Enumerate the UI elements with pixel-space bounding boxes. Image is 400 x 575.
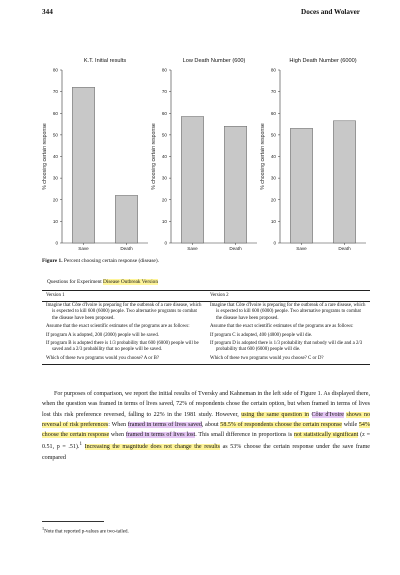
highlight: shows no reversal of risk preferences: [42, 411, 370, 428]
highlight: Increasing the magnitude does not change the results: [84, 444, 221, 451]
questions-table-title: [47, 279, 158, 285]
body-paragraph: For purposes of comparison, we report the initial results of Tversky and Kahneman in the left side of Figure 1. As displayed there, when the question was framed in terms of lives saved, 72% of respondents chose the certain option, but when framed in terms of lives lost this risk preference reversed, falling to 22% in the 1981 study. However, using the same question in Côte d'Ivoire shows no reversal of risk preferences: When framed in terms of lives saved, about 58.5% of respondents choose the certain response while 54% choose the certain response when framed in terms of lives lost. This small difference in proportions is not statistically significant (z = 0.51, p = .51).$^1$ Increasing the magnitude does not change the results as 53% choose the certain response under the save frame compared: [42, 391, 370, 461]
table-cell: Which of these two programs would you choose? C or D?: [206, 355, 370, 365]
x-tick-label: Save: [296, 246, 307, 251]
table-row: [42, 355, 370, 365]
table-cell: If program A is adopted, 200 (2000) people will be saved.: [46, 332, 160, 338]
y-tick-label: 50: [52, 132, 58, 138]
chart-title: K.T. Initial results: [83, 58, 127, 64]
y-tick-label: 10: [52, 218, 58, 224]
y-tick-label: 70: [270, 89, 276, 95]
table-cell: Which of these two programs would you choose? A or B?: [42, 355, 206, 365]
y-tick-label: 30: [161, 175, 167, 181]
table-cell: If program B is adopted there is 1/3 probability that 600 (6000) people will be saved and a 2/3 probability that no people will be saved.: [46, 341, 199, 353]
highlight: using the same question in: [241, 411, 310, 418]
col-header-version-2: Version 2: [206, 291, 370, 302]
y-tick-label: 70: [52, 89, 58, 95]
figure-caption-text: Percent choosing certain response (disease).: [63, 258, 159, 264]
y-tick-label: 80: [161, 67, 167, 73]
questions-title-highlight: Disease Outbreak Version: [103, 279, 158, 285]
highlight: Côte d'Ivoire: [311, 411, 344, 418]
col-header-version-1: Version 1: [42, 291, 206, 302]
y-tick-label: 20: [270, 197, 276, 203]
table-cell: Imagine that Côte d'Ivoire is preparing for the outbreak of a rare disease, which is expected to kill 600 (6000) people. Two alternative programs to combat the disease have been proposed.: [209, 303, 366, 321]
y-tick-label: 0: [273, 240, 276, 246]
x-tick-label: Death: [338, 246, 351, 251]
running-header-authors: Doces and Wolaver: [301, 8, 360, 16]
figure-1-charts: [0, 0, 400, 258]
chart-title: Low Death Number (600): [182, 58, 246, 64]
y-axis-label: % choosing certain response: [151, 123, 157, 190]
y-tick-label: 0: [55, 240, 58, 246]
y-tick-label: 30: [52, 175, 58, 181]
table-row: [42, 331, 370, 340]
y-tick-label: 40: [52, 154, 58, 160]
y-tick-label: 80: [52, 67, 58, 73]
chart-title: High Death Number (6000): [289, 58, 357, 64]
x-tick-label: Save: [187, 246, 198, 251]
y-tick-label: 80: [270, 67, 276, 73]
bar-death: [115, 195, 137, 243]
y-tick-label: 60: [161, 110, 167, 116]
bar-save: [181, 116, 203, 243]
x-tick-label: Death: [229, 246, 242, 251]
page-number: 344: [42, 8, 53, 16]
footnote-ref: 1: [79, 442, 82, 448]
table-cell: Assume that the exact scientific estimates of the programs are as follows:: [209, 324, 354, 330]
footnote-text: Note that reported p-values are two-tailed.: [44, 529, 129, 535]
bar-save: [290, 128, 312, 243]
bar-save: [72, 87, 94, 243]
y-tick-label: 0: [164, 240, 167, 246]
table-row: [42, 323, 370, 332]
footnote-rule: [42, 521, 104, 522]
y-tick-label: 40: [270, 154, 276, 160]
highlight: framed in terms of lives saved: [127, 421, 202, 428]
y-tick-label: 60: [270, 110, 276, 116]
questions-table: [42, 290, 370, 365]
figure-caption-label: Figure 1.: [42, 258, 63, 264]
bar-death: [333, 121, 355, 243]
y-tick-label: 10: [161, 218, 167, 224]
y-tick-label: 20: [161, 197, 167, 203]
y-tick-label: 50: [270, 132, 276, 138]
table-row: [42, 302, 370, 323]
table-cell: Assume that the exact scientific estimates of the programs are as follows:: [46, 324, 190, 330]
table-row: [42, 340, 370, 355]
table-cell: If program D is adopted there is 1/3 probability that nobody will die and a 2/3 probability that 600 (6000) people will die.: [209, 341, 363, 353]
y-tick-label: 10: [270, 218, 276, 224]
x-tick-label: Death: [120, 246, 133, 251]
highlight: 58.5% of respondents choose the certain response: [220, 421, 342, 428]
x-tick-label: Save: [78, 246, 89, 251]
footnote: [42, 526, 129, 535]
footnote-mark: 1: [42, 526, 45, 531]
table-cell: Imagine that Côte d'Ivoire is preparing for the outbreak of a rare disease, which is expected to kill 600 (6000) people. Two alternative programs to combat the disease have been proposed.: [46, 303, 202, 321]
y-tick-label: 50: [161, 132, 167, 138]
highlight: framed in terms of lives lost: [125, 432, 196, 438]
y-tick-label: 60: [52, 110, 58, 116]
y-axis-label: % choosing certain response: [42, 123, 48, 190]
figure-caption: [42, 258, 159, 264]
bar-death: [224, 126, 246, 243]
highlight: not statistically significant: [293, 432, 359, 438]
y-tick-label: 40: [161, 154, 167, 160]
table-cell: If program C is adopted, 400 (4000) people will die.: [209, 332, 313, 338]
y-tick-label: 30: [270, 175, 276, 181]
highlight: 54% choose the certain response: [42, 421, 370, 438]
y-tick-label: 70: [161, 89, 167, 95]
y-axis-label: % choosing certain response: [260, 123, 266, 190]
y-tick-label: 20: [52, 197, 58, 203]
questions-title-prefix: Questions for Experiment: [47, 279, 104, 285]
